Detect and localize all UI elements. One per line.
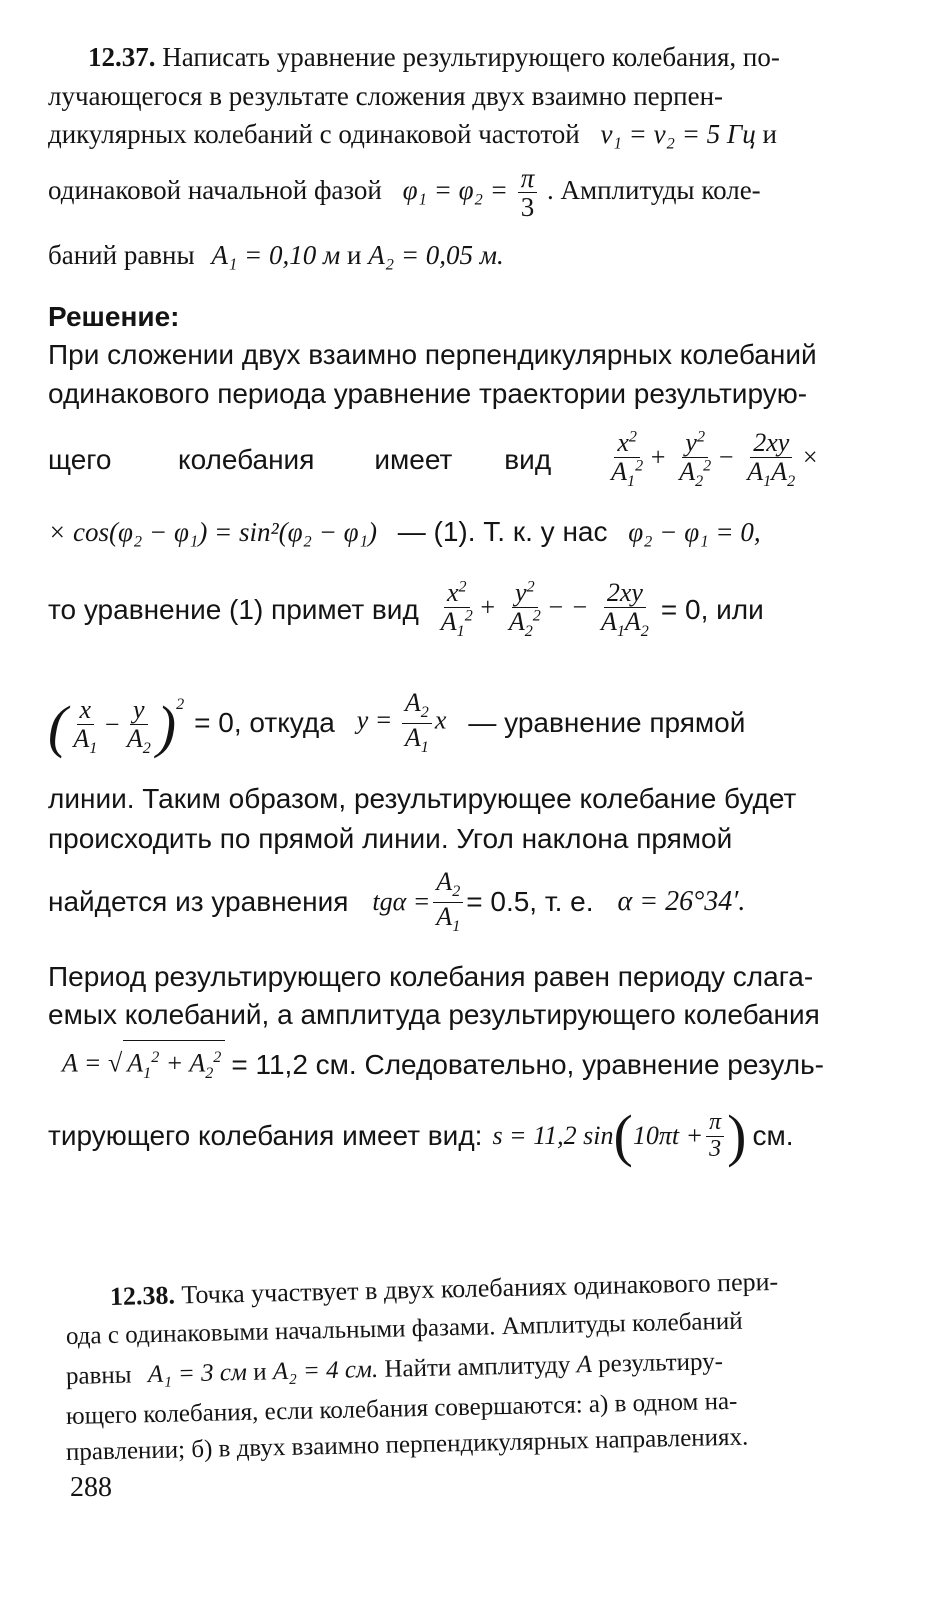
solution-word: имеет — [374, 444, 453, 475]
problem-12-37-line2 — [48, 79, 901, 113]
fraction-denominator: 3 — [520, 192, 535, 223]
solution-heading: Решение: — [48, 301, 180, 332]
problem-text: . Амплитуды коле- — [547, 175, 761, 205]
fraction-denominator: 3 — [709, 1135, 722, 1162]
problem-text: дикулярных колебаний с одинаковой частотой — [48, 119, 580, 149]
problem-text: Точка участвует в двух колебаниях одинакового пери- — [181, 1266, 779, 1310]
problem-12-37-line4 — [48, 160, 901, 222]
solution-line5 — [48, 570, 901, 650]
problem-12-38-line4: ющего колебания, если колебания совершаются: а) в одном на- — [65, 1387, 738, 1430]
solution-line2: одинакового периода уравнение траектории результирую- — [48, 378, 808, 409]
problem-text: результиру- — [597, 1348, 724, 1378]
problem-12-38-line2: ода с одинаковыми начальными фазами. Амплитуды колебаний — [65, 1307, 743, 1350]
page-number: 288 — [70, 1472, 112, 1503]
solution-line12 — [48, 1040, 901, 1091]
solution-line13: тирующего колебания имеет вид: s = 11,2 sin ( 10πt + $\frac{\pi}{3}$ ) см. — [48, 1103, 794, 1168]
square-formula: ( $\frac{x}{A_1}$ − $\frac{y}{A_2}$ )$^2$ — [48, 694, 185, 760]
solution-line4 — [48, 515, 901, 549]
problem-text: Написать уравнение результирующего колебания, по- — [162, 42, 780, 72]
conjunction: и — [762, 119, 777, 149]
solution-line9 — [48, 862, 901, 942]
sine-argument: 10πt + — [632, 1121, 704, 1150]
problem-12-38-line5: правлении; б) в двух взаимно перпендикулярных направлениях. — [65, 1423, 749, 1466]
amplitude-formula: A = √ $A_1^2 + A_2^2$ — [62, 1040, 225, 1091]
solution-text: тирующего колебания имеет вид: — [48, 1120, 483, 1151]
problem-12-37-line3 — [48, 117, 901, 151]
problem-text: баний равны — [48, 240, 195, 270]
line-equation: y = $\frac{A_2}{A_1}$ x — [356, 688, 447, 756]
problem-text: Найти амплитуду — [384, 1351, 571, 1383]
amplitude-symbol: A — [576, 1351, 593, 1379]
solution-line3 — [48, 420, 901, 500]
solution-word: колебания — [178, 444, 315, 475]
amplitude-2: A₂ = 0,05 м. — [368, 240, 504, 270]
solution-word: вид — [504, 444, 552, 475]
tangent-formula: tgα = — [372, 887, 431, 916]
unit: см. — [752, 1120, 794, 1151]
solution-line1: При сложении двух взаимно перпендикулярных колебаний — [48, 339, 817, 370]
problem-number: 12.37. — [88, 42, 156, 72]
solution-text: то уравнение (1) примет вид — [48, 594, 419, 625]
reduced-equation: $\frac{x^2}{A_1^2}$ + $\frac{y^2}{A_2^2}$ − − $\frac{2xy}{A_1A_2}$ — [440, 578, 649, 640]
solution-text: найдется из уравнения — [48, 886, 349, 917]
cos-sin-formula: × cos(φ₂ − φ₁) = sin²(φ₂ − φ₁) — [48, 517, 377, 547]
phase-formula: φ₁ = φ₂ = — [402, 175, 508, 205]
solution-line6 — [48, 678, 901, 768]
solution-text: = 11,2 см. Следовательно, уравнение резуль- — [231, 1049, 824, 1081]
conjunction: и — [252, 1358, 267, 1386]
problem-number: 12.38. — [109, 1280, 176, 1311]
solution-line7: линии. Таким образом, результирующее колебание будет — [48, 783, 797, 814]
solution-text: = 0, откуда — [194, 707, 335, 738]
problem-12-37-line1 — [88, 40, 901, 74]
amplitude-1: A₁ = 0,10 м — [211, 240, 341, 270]
fraction-numerator: π — [518, 164, 538, 193]
solution-word: щего — [48, 444, 112, 475]
solution-text: = 0, или — [660, 594, 764, 625]
solution-line11: емых колебаний, а амплитуда результирующего колебания — [48, 999, 820, 1030]
fraction-numerator: π — [706, 1110, 724, 1136]
solution-line10: Период результирующего колебания равен периоду слага- — [48, 961, 814, 992]
tangent-fraction: $\frac{A_2}{A_1}$ — [433, 868, 463, 935]
pi-over-3-fraction — [518, 164, 538, 222]
amplitude-2: A₂ = 4 см. — [272, 1355, 379, 1386]
pi-over-3-fraction — [706, 1110, 724, 1161]
solution-line8: происходить по прямой линии. Угол наклона прямой — [48, 823, 733, 854]
problem-text: равны — [65, 1361, 132, 1390]
solution-text: — (1). Т. к. у нас — [397, 516, 608, 547]
frequency-formula: ν₁ = ν₂ = 5 Гц — [600, 119, 756, 149]
problem-text: одинаковой начальной фазой — [48, 175, 382, 205]
solution-text: — уравнение прямой — [468, 707, 746, 738]
amplitude-1: A₁ = 3 см — [147, 1358, 248, 1389]
angle-value: α = 26°34′. — [617, 886, 746, 917]
solution-text: = 0.5, т. е. — [466, 886, 594, 917]
phase-difference: φ₂ − φ₁ = 0, — [628, 517, 761, 547]
problem-12-37-line5: баний равны A₁ = 0,10 м и A₂ = 0,05 м. — [48, 240, 504, 270]
problem-text: лучающегося в результате сложения двух взаимно перпен- — [48, 81, 724, 111]
result-equation: s = 11,2 sin — [492, 1121, 614, 1150]
ellipse-equation: $\frac{x^2}{A_1^2}$ + $\frac{y^2}{A_2^2}$ − $\frac{2xy}{A_1A_2}$ × — [611, 428, 819, 490]
